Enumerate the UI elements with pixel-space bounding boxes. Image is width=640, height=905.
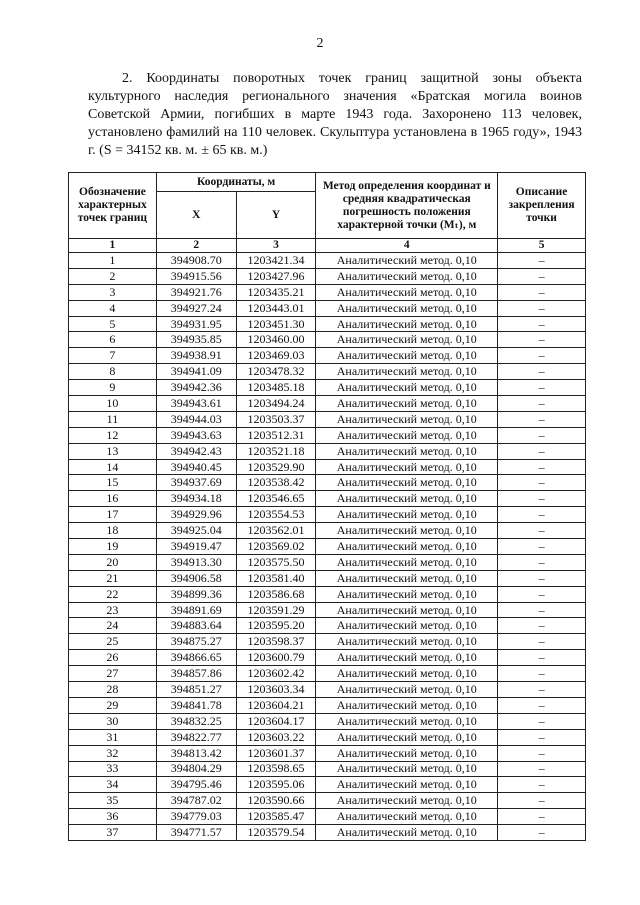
x-coordinate-cell: 394841.78 (156, 697, 236, 713)
x-coordinate-cell: 394906.58 (156, 570, 236, 586)
y-coordinate-cell: 1203451.30 (236, 316, 316, 332)
description-cell: – (498, 253, 586, 269)
table-row (69, 475, 586, 491)
x-coordinate-cell: 394891.69 (156, 602, 236, 618)
table-row (69, 364, 586, 380)
y-coordinate-cell: 1203435.21 (236, 284, 316, 300)
table-row (69, 682, 586, 698)
x-coordinate-cell: 394942.43 (156, 443, 236, 459)
table-row (69, 539, 586, 555)
y-coordinate-cell: 1203575.50 (236, 554, 316, 570)
method-cell: Аналитический метод. 0,10 (316, 427, 498, 443)
point-number-cell: 7 (69, 348, 157, 364)
point-number-cell: 5 (69, 316, 157, 332)
y-coordinate-cell: 1203601.37 (236, 745, 316, 761)
y-coordinate-cell: 1203604.17 (236, 713, 316, 729)
description-cell: – (498, 745, 586, 761)
method-cell: Аналитический метод. 0,10 (316, 666, 498, 682)
y-coordinate-cell: 1203503.37 (236, 411, 316, 427)
method-cell: Аналитический метод. 0,10 (316, 300, 498, 316)
method-cell: Аналитический метод. 0,10 (316, 539, 498, 555)
table-row (69, 380, 586, 396)
method-cell: Аналитический метод. 0,10 (316, 268, 498, 284)
x-coordinate-cell: 394919.47 (156, 539, 236, 555)
point-number-cell: 9 (69, 380, 157, 396)
point-number-cell: 14 (69, 459, 157, 475)
description-cell: – (498, 411, 586, 427)
y-coordinate-cell: 1203562.01 (236, 523, 316, 539)
description-cell: – (498, 443, 586, 459)
x-coordinate-cell: 394883.64 (156, 618, 236, 634)
table-row (69, 554, 586, 570)
x-coordinate-cell: 394931.95 (156, 316, 236, 332)
method-cell: Аналитический метод. 0,10 (316, 364, 498, 380)
table-row (69, 666, 586, 682)
point-number-cell: 34 (69, 777, 157, 793)
x-coordinate-cell: 394899.36 (156, 586, 236, 602)
description-cell: – (498, 427, 586, 443)
table-row (69, 602, 586, 618)
description-cell: – (498, 713, 586, 729)
point-number-cell: 32 (69, 745, 157, 761)
header-method: Метод определения координат и средняя квадратическая погрешность положения характерной точки (Mₜ), м (316, 173, 498, 239)
description-cell: – (498, 809, 586, 825)
method-cell: Аналитический метод. 0,10 (316, 761, 498, 777)
x-coordinate-cell: 394908.70 (156, 253, 236, 269)
point-number-cell: 12 (69, 427, 157, 443)
description-cell: – (498, 682, 586, 698)
table-row (69, 507, 586, 523)
table-row (69, 586, 586, 602)
x-coordinate-cell: 394779.03 (156, 809, 236, 825)
table-row (69, 650, 586, 666)
x-coordinate-cell: 394938.91 (156, 348, 236, 364)
method-cell: Аналитический метод. 0,10 (316, 523, 498, 539)
table-row (69, 253, 586, 269)
method-cell: Аналитический метод. 0,10 (316, 380, 498, 396)
table-row (69, 348, 586, 364)
x-coordinate-cell: 394857.86 (156, 666, 236, 682)
method-cell: Аналитический метод. 0,10 (316, 284, 498, 300)
point-number-cell: 33 (69, 761, 157, 777)
point-number-cell: 20 (69, 554, 157, 570)
x-coordinate-cell: 394822.77 (156, 729, 236, 745)
method-cell: Аналитический метод. 0,10 (316, 745, 498, 761)
method-cell: Аналитический метод. 0,10 (316, 809, 498, 825)
table-row (69, 332, 586, 348)
y-coordinate-cell: 1203591.29 (236, 602, 316, 618)
y-coordinate-cell: 1203579.54 (236, 825, 316, 841)
description-cell: – (498, 348, 586, 364)
description-cell: – (498, 618, 586, 634)
description-cell: – (498, 491, 586, 507)
point-number-cell: 36 (69, 809, 157, 825)
point-number-cell: 31 (69, 729, 157, 745)
table-row (69, 427, 586, 443)
y-coordinate-cell: 1203554.53 (236, 507, 316, 523)
point-number-cell: 11 (69, 411, 157, 427)
method-cell: Аналитический метод. 0,10 (316, 793, 498, 809)
description-cell: – (498, 332, 586, 348)
point-number-cell: 2 (69, 268, 157, 284)
point-number-cell: 29 (69, 697, 157, 713)
x-coordinate-cell: 394913.30 (156, 554, 236, 570)
y-coordinate-cell: 1203598.37 (236, 634, 316, 650)
table-row (69, 316, 586, 332)
method-cell: Аналитический метод. 0,10 (316, 682, 498, 698)
table-body (69, 253, 586, 841)
x-coordinate-cell: 394927.24 (156, 300, 236, 316)
y-coordinate-cell: 1203443.01 (236, 300, 316, 316)
description-cell: – (498, 666, 586, 682)
point-number-cell: 30 (69, 713, 157, 729)
description-cell: – (498, 380, 586, 396)
point-number-cell: 25 (69, 634, 157, 650)
point-number-cell: 28 (69, 682, 157, 698)
description-cell: – (498, 777, 586, 793)
point-number-cell: 35 (69, 793, 157, 809)
x-coordinate-cell: 394929.96 (156, 507, 236, 523)
method-cell: Аналитический метод. 0,10 (316, 634, 498, 650)
description-cell: – (498, 523, 586, 539)
method-cell: Аналитический метод. 0,10 (316, 650, 498, 666)
y-coordinate-cell: 1203460.00 (236, 332, 316, 348)
description-cell: – (498, 475, 586, 491)
x-coordinate-cell: 394934.18 (156, 491, 236, 507)
method-cell: Аналитический метод. 0,10 (316, 602, 498, 618)
table-row (69, 523, 586, 539)
table-row (69, 761, 586, 777)
description-cell: – (498, 554, 586, 570)
y-coordinate-cell: 1203586.68 (236, 586, 316, 602)
method-cell: Аналитический метод. 0,10 (316, 316, 498, 332)
y-coordinate-cell: 1203546.65 (236, 491, 316, 507)
point-number-cell: 21 (69, 570, 157, 586)
coordinates-table (68, 172, 586, 841)
description-cell: – (498, 316, 586, 332)
table-row (69, 300, 586, 316)
y-coordinate-cell: 1203595.06 (236, 777, 316, 793)
method-cell: Аналитический метод. 0,10 (316, 443, 498, 459)
x-coordinate-cell: 394942.36 (156, 380, 236, 396)
y-coordinate-cell: 1203595.20 (236, 618, 316, 634)
method-cell: Аналитический метод. 0,10 (316, 825, 498, 841)
point-number-cell: 3 (69, 284, 157, 300)
header-coordinates: Координаты, м (156, 173, 316, 192)
point-number-cell: 18 (69, 523, 157, 539)
description-cell: – (498, 507, 586, 523)
y-coordinate-cell: 1203529.90 (236, 459, 316, 475)
description-cell: – (498, 729, 586, 745)
description-cell: – (498, 396, 586, 412)
table-row (69, 396, 586, 412)
table-row (69, 809, 586, 825)
method-cell: Аналитический метод. 0,10 (316, 713, 498, 729)
method-cell: Аналитический метод. 0,10 (316, 729, 498, 745)
y-coordinate-cell: 1203512.31 (236, 427, 316, 443)
description-cell: – (498, 761, 586, 777)
x-coordinate-cell: 394795.46 (156, 777, 236, 793)
method-cell: Аналитический метод. 0,10 (316, 475, 498, 491)
description-cell: – (498, 697, 586, 713)
y-coordinate-cell: 1203602.42 (236, 666, 316, 682)
y-coordinate-cell: 1203478.32 (236, 364, 316, 380)
y-coordinate-cell: 1203494.24 (236, 396, 316, 412)
description-cell: – (498, 650, 586, 666)
table-header (69, 173, 586, 253)
x-coordinate-cell: 394940.45 (156, 459, 236, 475)
x-coordinate-cell: 394851.27 (156, 682, 236, 698)
description-cell: – (498, 570, 586, 586)
description-cell: – (498, 284, 586, 300)
table-row (69, 268, 586, 284)
description-cell: – (498, 459, 586, 475)
description-cell: – (498, 364, 586, 380)
point-number-cell: 10 (69, 396, 157, 412)
table-row (69, 618, 586, 634)
y-coordinate-cell: 1203521.18 (236, 443, 316, 459)
description-cell: – (498, 539, 586, 555)
table-row (69, 459, 586, 475)
description-cell: – (498, 634, 586, 650)
y-coordinate-cell: 1203585.47 (236, 809, 316, 825)
y-coordinate-cell: 1203598.65 (236, 761, 316, 777)
x-coordinate-cell: 394813.42 (156, 745, 236, 761)
x-coordinate-cell: 394866.65 (156, 650, 236, 666)
point-number-cell: 15 (69, 475, 157, 491)
method-cell: Аналитический метод. 0,10 (316, 411, 498, 427)
point-number-cell: 4 (69, 300, 157, 316)
x-coordinate-cell: 394941.09 (156, 364, 236, 380)
point-number-cell: 13 (69, 443, 157, 459)
x-coordinate-cell: 394921.76 (156, 284, 236, 300)
method-cell: Аналитический метод. 0,10 (316, 777, 498, 793)
y-coordinate-cell: 1203604.21 (236, 697, 316, 713)
x-coordinate-cell: 394787.02 (156, 793, 236, 809)
method-cell: Аналитический метод. 0,10 (316, 332, 498, 348)
y-coordinate-cell: 1203569.02 (236, 539, 316, 555)
table-row (69, 443, 586, 459)
method-cell: Аналитический метод. 0,10 (316, 491, 498, 507)
table-row (69, 411, 586, 427)
description-cell: – (498, 825, 586, 841)
table-row (69, 284, 586, 300)
point-number-cell: 22 (69, 586, 157, 602)
method-cell: Аналитический метод. 0,10 (316, 618, 498, 634)
method-cell: Аналитический метод. 0,10 (316, 554, 498, 570)
x-coordinate-cell: 394944.03 (156, 411, 236, 427)
x-coordinate-cell: 394943.61 (156, 396, 236, 412)
point-number-cell: 19 (69, 539, 157, 555)
table-row (69, 777, 586, 793)
method-cell: Аналитический метод. 0,10 (316, 396, 498, 412)
x-coordinate-cell: 394915.56 (156, 268, 236, 284)
y-coordinate-cell: 1203469.03 (236, 348, 316, 364)
method-cell: Аналитический метод. 0,10 (316, 459, 498, 475)
column-number: 3 (236, 239, 316, 253)
table-row (69, 713, 586, 729)
page-number: 2 (316, 36, 324, 51)
table-row (69, 697, 586, 713)
description-cell: – (498, 268, 586, 284)
column-number: 2 (156, 239, 236, 253)
description-cell: – (498, 300, 586, 316)
y-coordinate-cell: 1203421.34 (236, 253, 316, 269)
y-coordinate-cell: 1203581.40 (236, 570, 316, 586)
x-coordinate-cell: 394804.29 (156, 761, 236, 777)
point-number-cell: 26 (69, 650, 157, 666)
x-coordinate-cell: 394935.85 (156, 332, 236, 348)
description-cell: – (498, 586, 586, 602)
point-number-cell: 24 (69, 618, 157, 634)
table-row (69, 491, 586, 507)
table-row (69, 634, 586, 650)
y-coordinate-cell: 1203603.22 (236, 729, 316, 745)
method-cell: Аналитический метод. 0,10 (316, 697, 498, 713)
y-coordinate-cell: 1203590.66 (236, 793, 316, 809)
method-cell: Аналитический метод. 0,10 (316, 586, 498, 602)
point-number-cell: 23 (69, 602, 157, 618)
description-cell: – (498, 602, 586, 618)
table-row (69, 825, 586, 841)
x-coordinate-cell: 394925.04 (156, 523, 236, 539)
point-number-cell: 8 (69, 364, 157, 380)
x-coordinate-cell: 394937.69 (156, 475, 236, 491)
y-coordinate-cell: 1203485.18 (236, 380, 316, 396)
point-number-cell: 27 (69, 666, 157, 682)
x-coordinate-cell: 394875.27 (156, 634, 236, 650)
method-cell: Аналитический метод. 0,10 (316, 253, 498, 269)
point-number-cell: 16 (69, 491, 157, 507)
method-cell: Аналитический метод. 0,10 (316, 570, 498, 586)
column-number: 1 (69, 239, 157, 253)
header-y: Y (236, 192, 316, 239)
header-point-designation: Обозначение характерных точек границ (69, 173, 157, 239)
table-row (69, 745, 586, 761)
method-cell: Аналитический метод. 0,10 (316, 348, 498, 364)
point-number-cell: 37 (69, 825, 157, 841)
table-row (69, 793, 586, 809)
x-coordinate-cell: 394832.25 (156, 713, 236, 729)
description-cell: – (498, 793, 586, 809)
y-coordinate-cell: 1203538.42 (236, 475, 316, 491)
x-coordinate-cell: 394771.57 (156, 825, 236, 841)
x-coordinate-cell: 394943.63 (156, 427, 236, 443)
section-heading: 2. Координаты поворотных точек границ защитной зоны объекта культурного наследия регионального значения «Братская могила воинов Советской Армии, погибших в марте 1943 года. Захоронено 113 человек, установлено фамилий на 110 человек. Скульптура установлена в 1965 году», 1943 г. (S = 34152 кв. м. ± 65 кв. м.) (88, 71, 582, 158)
y-coordinate-cell: 1203600.79 (236, 650, 316, 666)
column-number: 4 (316, 239, 498, 253)
point-number-cell: 1 (69, 253, 157, 269)
header-x: X (156, 192, 236, 239)
table-row (69, 729, 586, 745)
header-description: Описание закрепления точки (498, 173, 586, 239)
y-coordinate-cell: 1203603.34 (236, 682, 316, 698)
method-cell: Аналитический метод. 0,10 (316, 507, 498, 523)
point-number-cell: 17 (69, 507, 157, 523)
column-number: 5 (498, 239, 586, 253)
point-number-cell: 6 (69, 332, 157, 348)
table-row (69, 570, 586, 586)
y-coordinate-cell: 1203427.96 (236, 268, 316, 284)
